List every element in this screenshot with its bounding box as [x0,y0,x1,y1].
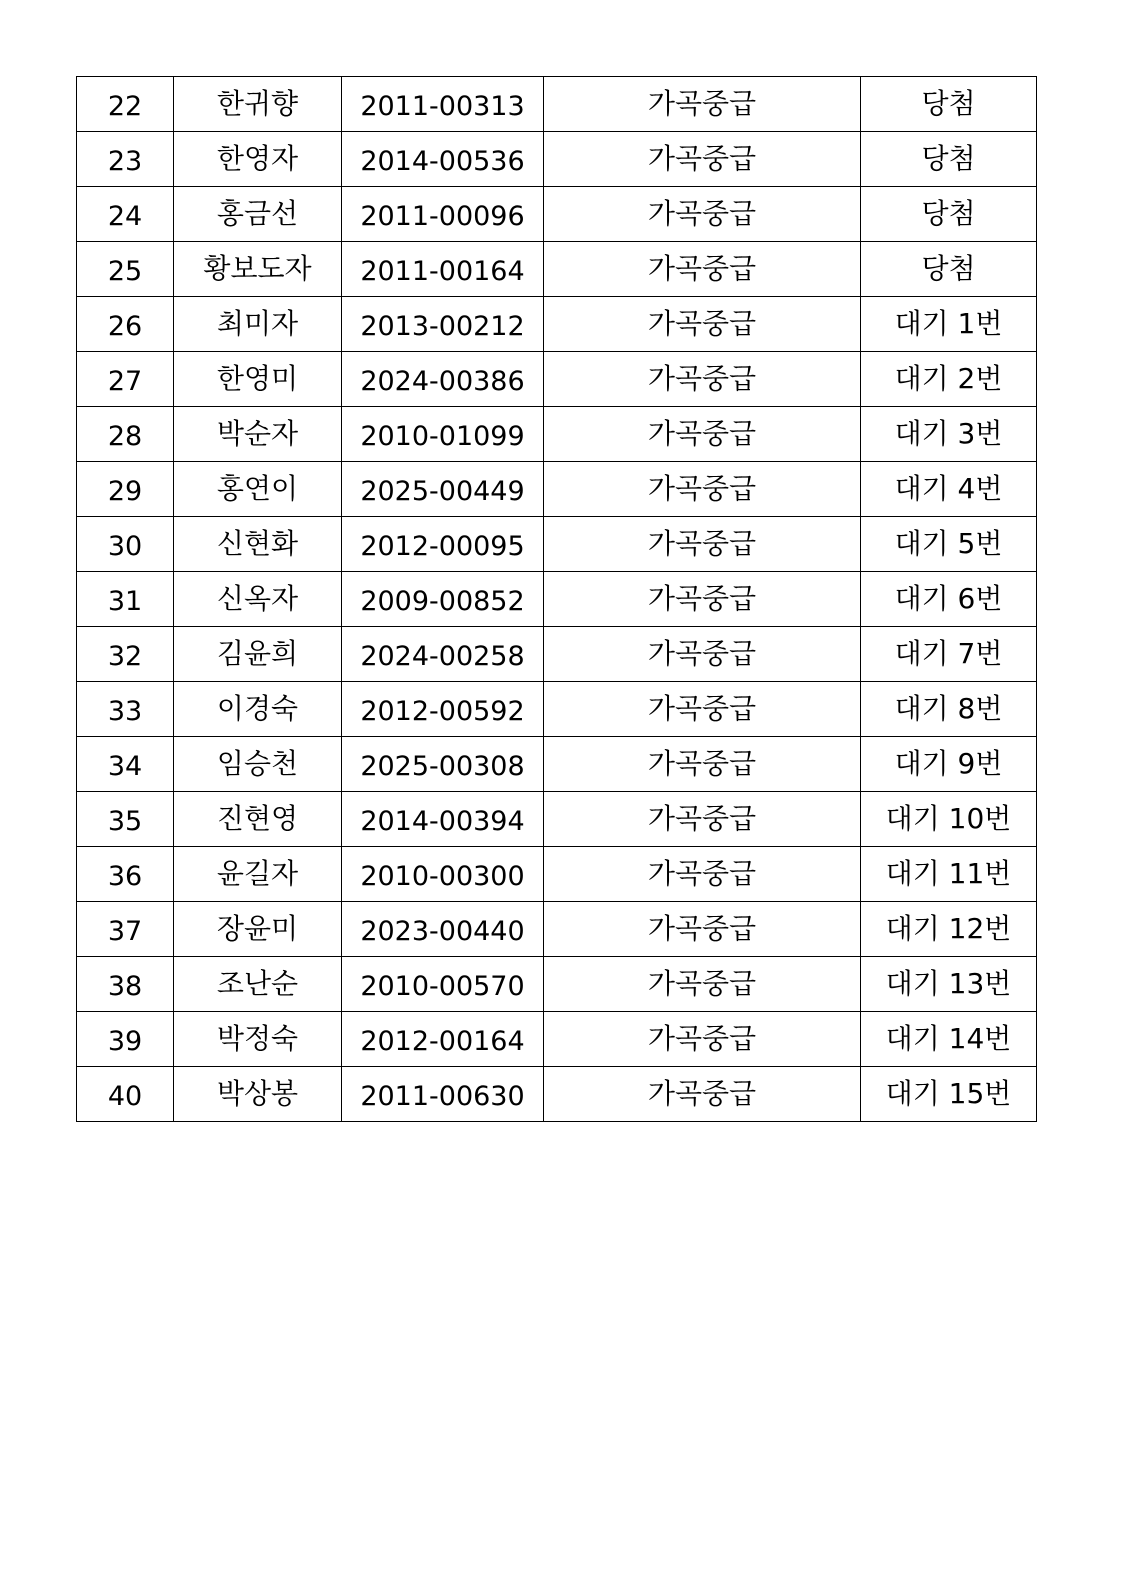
course-name: 가곡중급 [544,187,861,242]
row-number: 40 [77,1067,174,1122]
draw-result: 대기 12번 [861,902,1037,957]
member-name: 김윤희 [174,627,342,682]
row-number: 22 [77,77,174,132]
row-number: 30 [77,517,174,572]
member-id: 2011-00630 [342,1067,544,1122]
table-row [77,682,1037,737]
member-name: 임승천 [174,737,342,792]
row-number: 25 [77,242,174,297]
draw-result: 당첨 [861,242,1037,297]
table-row [77,242,1037,297]
member-id: 2010-01099 [342,407,544,462]
member-name: 최미자 [174,297,342,352]
course-name: 가곡중급 [544,352,861,407]
member-id: 2011-00313 [342,77,544,132]
row-number: 29 [77,462,174,517]
member-name: 박상봉 [174,1067,342,1122]
course-name: 가곡중급 [544,1067,861,1122]
member-id: 2025-00308 [342,737,544,792]
draw-result: 대기 2번 [861,352,1037,407]
course-name: 가곡중급 [544,682,861,737]
member-name: 윤길자 [174,847,342,902]
course-name: 가곡중급 [544,847,861,902]
course-name: 가곡중급 [544,77,861,132]
row-number: 39 [77,1012,174,1067]
row-number: 27 [77,352,174,407]
draw-result: 대기 5번 [861,517,1037,572]
row-number: 32 [77,627,174,682]
course-name: 가곡중급 [544,957,861,1012]
member-id: 2012-00164 [342,1012,544,1067]
row-number: 23 [77,132,174,187]
table-row [77,1067,1037,1122]
course-name: 가곡중급 [544,297,861,352]
draw-result: 대기 10번 [861,792,1037,847]
row-number: 28 [77,407,174,462]
table-row [77,187,1037,242]
member-name: 홍연이 [174,462,342,517]
member-id: 2011-00164 [342,242,544,297]
table-row [77,737,1037,792]
draw-result: 대기 4번 [861,462,1037,517]
table-row [77,132,1037,187]
draw-result: 대기 8번 [861,682,1037,737]
draw-result: 당첨 [861,187,1037,242]
course-name: 가곡중급 [544,792,861,847]
member-name: 한영자 [174,132,342,187]
row-number: 31 [77,572,174,627]
course-name: 가곡중급 [544,627,861,682]
member-name: 박순자 [174,407,342,462]
member-name: 신현화 [174,517,342,572]
draw-result: 대기 7번 [861,627,1037,682]
table-row [77,517,1037,572]
member-name: 황보도자 [174,242,342,297]
course-name: 가곡중급 [544,572,861,627]
member-name: 진현영 [174,792,342,847]
member-id: 2012-00592 [342,682,544,737]
table-row [77,352,1037,407]
member-id: 2010-00570 [342,957,544,1012]
row-number: 35 [77,792,174,847]
member-id: 2012-00095 [342,517,544,572]
draw-result: 대기 11번 [861,847,1037,902]
draw-result: 당첨 [861,132,1037,187]
course-name: 가곡중급 [544,462,861,517]
table-row [77,792,1037,847]
draw-result: 대기 6번 [861,572,1037,627]
course-name: 가곡중급 [544,737,861,792]
draw-result: 대기 3번 [861,407,1037,462]
draw-result: 대기 14번 [861,1012,1037,1067]
draw-result: 대기 13번 [861,957,1037,1012]
table-row [77,572,1037,627]
table-row [77,847,1037,902]
draw-result: 당첨 [861,77,1037,132]
table-row [77,407,1037,462]
row-number: 33 [77,682,174,737]
row-number: 36 [77,847,174,902]
table-row [77,957,1037,1012]
table-row [77,462,1037,517]
table-row [77,902,1037,957]
row-number: 37 [77,902,174,957]
member-name: 한영미 [174,352,342,407]
course-name: 가곡중급 [544,407,861,462]
table-row [77,297,1037,352]
member-id: 2009-00852 [342,572,544,627]
member-id: 2024-00258 [342,627,544,682]
course-name: 가곡중급 [544,517,861,572]
course-name: 가곡중급 [544,242,861,297]
draw-result: 대기 15번 [861,1067,1037,1122]
member-id: 2014-00536 [342,132,544,187]
results-table [76,76,1037,1122]
member-name: 박정숙 [174,1012,342,1067]
results-table-body [77,77,1037,1122]
member-id: 2014-00394 [342,792,544,847]
draw-result: 대기 1번 [861,297,1037,352]
row-number: 24 [77,187,174,242]
member-name: 이경숙 [174,682,342,737]
member-id: 2011-00096 [342,187,544,242]
member-name: 한귀향 [174,77,342,132]
table-row [77,77,1037,132]
course-name: 가곡중급 [544,132,861,187]
member-id: 2023-00440 [342,902,544,957]
course-name: 가곡중급 [544,902,861,957]
member-name: 조난순 [174,957,342,1012]
member-id: 2013-00212 [342,297,544,352]
row-number: 38 [77,957,174,1012]
course-name: 가곡중급 [544,1012,861,1067]
member-id: 2025-00449 [342,462,544,517]
member-name: 신옥자 [174,572,342,627]
member-id: 2010-00300 [342,847,544,902]
member-name: 장윤미 [174,902,342,957]
row-number: 26 [77,297,174,352]
member-id: 2024-00386 [342,352,544,407]
row-number: 34 [77,737,174,792]
draw-result: 대기 9번 [861,737,1037,792]
table-row [77,1012,1037,1067]
member-name: 홍금선 [174,187,342,242]
table-row [77,627,1037,682]
